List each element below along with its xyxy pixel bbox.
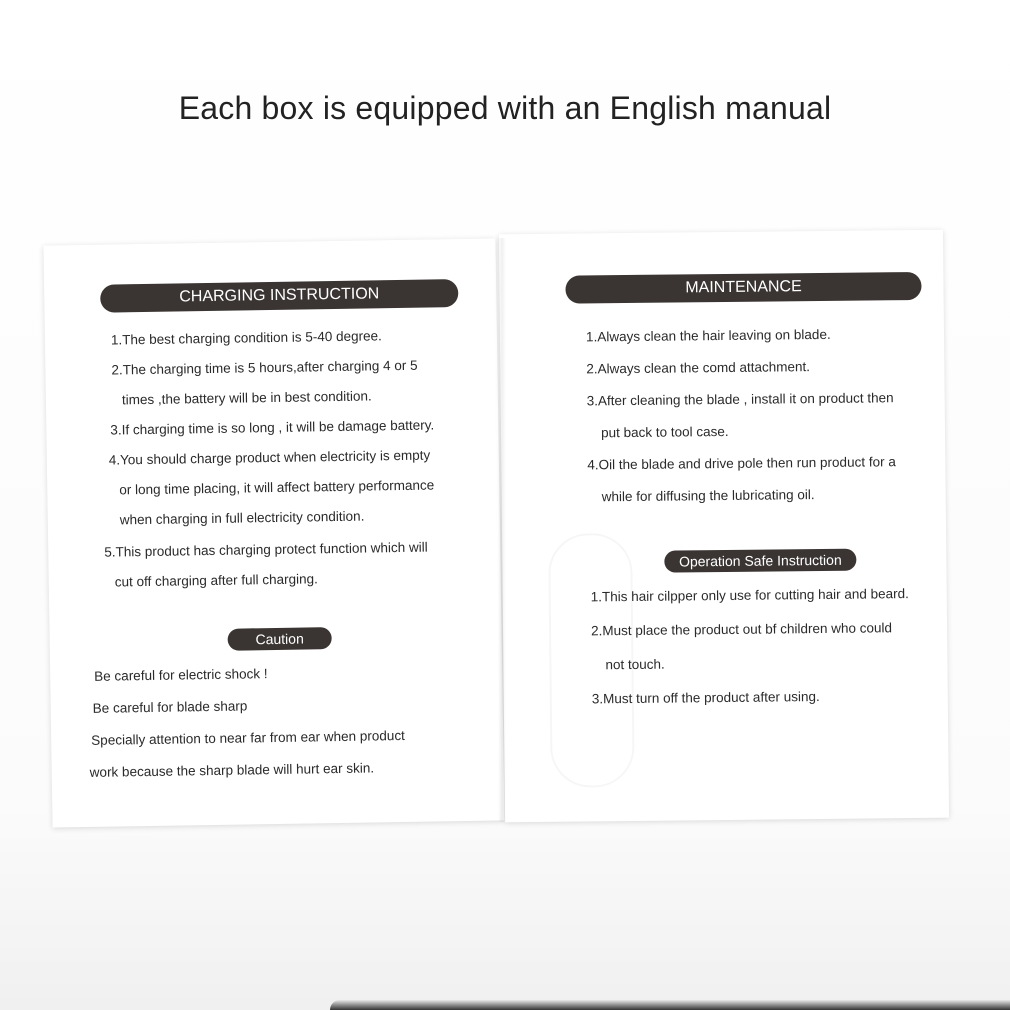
box-edge xyxy=(330,1000,1010,1010)
maintenance-line: put back to tool case. xyxy=(600,423,729,441)
maintenance-line: 3.After cleaning the blade , install it on product then xyxy=(586,390,894,409)
charging-line: 3.If charging time is so long , it will be damage battery. xyxy=(110,417,435,438)
maintenance-line: 1.Always clean the hair leaving on blade. xyxy=(585,326,831,345)
charging-line: or long time placing, it will affect battery performance xyxy=(119,477,435,498)
charging-line: 2.The charging time is 5 hours,after charging 4 or 5 xyxy=(111,357,418,378)
maintenance-line: while for diffusing the lubricating oil. xyxy=(601,487,815,505)
safe-line: not touch. xyxy=(605,656,665,673)
maintenance-heading: MAINTENANCE xyxy=(565,272,921,304)
safe-line: 2.Must place the product out bf children who could xyxy=(591,620,893,639)
caution-line: Specially attention to near far from ear when product xyxy=(91,727,405,748)
manual-left-page xyxy=(43,238,504,827)
charging-line: 1.The best charging condition is 5-40 degree. xyxy=(110,328,382,348)
charging-line: times ,the battery will be in best condition. xyxy=(121,388,372,408)
instruction-manual-booklet xyxy=(48,232,948,824)
maintenance-line: 2.Always clean the comd attachment. xyxy=(586,359,811,377)
booklet-spine xyxy=(498,238,506,822)
charging-line: 4.You should charge product when electricity is empty xyxy=(108,447,431,468)
manual-right-page xyxy=(499,230,949,823)
product-caption: Each box is equipped with an English manual xyxy=(178,90,832,126)
charging-line: when charging in full electricity condition. xyxy=(119,508,365,528)
caution-line: Be careful for blade sharp xyxy=(92,698,248,716)
caution-heading: Caution xyxy=(227,627,331,651)
safe-line: 3.Must turn off the product after using. xyxy=(591,689,820,707)
safe-line: 1.This hair cilpper only use for cutting hair and beard. xyxy=(590,586,909,605)
charging-line: 5.This product has charging protect function which will xyxy=(104,539,428,560)
caution-line: Be careful for electric shock ! xyxy=(94,666,268,684)
operation-safe-heading: Operation Safe Instruction xyxy=(664,549,856,573)
caution-line: work because the sharp blade will hurt ear skin. xyxy=(89,760,375,780)
charging-line: cut off charging after full charging. xyxy=(114,571,318,590)
maintenance-line: 4.Oil the blade and drive pole then run product for a xyxy=(587,454,896,473)
charging-instruction-heading: CHARGING INSTRUCTION xyxy=(100,279,458,313)
